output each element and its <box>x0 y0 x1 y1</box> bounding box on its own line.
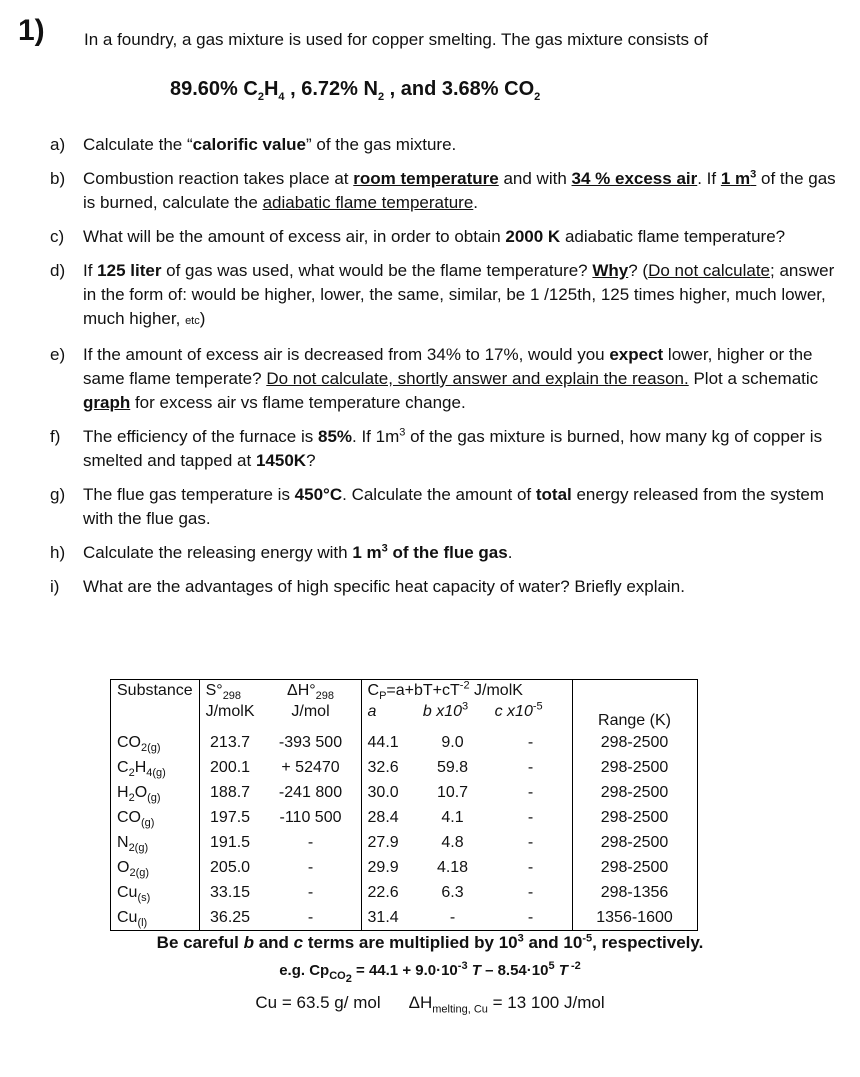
cell-substance: $C_2H_{4(g)}$ <box>117 758 166 779</box>
cell-substance: $H_2O_{(g)}$ <box>117 783 161 804</box>
part-c <box>50 225 840 249</box>
cell-entropy: 205.0 <box>199 855 260 880</box>
part-label: e) <box>50 345 66 364</box>
note-careful: Be careful b and c terms are multiplied by $10^3$ and $10^{-5}$, respectively. <box>156 932 704 952</box>
cell-cp-c: - <box>527 908 534 926</box>
cell-enthalpy: - <box>307 908 314 926</box>
cell-cp-a: 32.6 <box>361 755 416 780</box>
cell-range: 298-2500 <box>572 830 697 855</box>
cell-cp-a: 30.0 <box>361 780 416 805</box>
cell-range: 298-2500 <box>572 805 697 830</box>
cell-cp-c: - <box>527 833 534 851</box>
intro-text: In a foundry, a gas mixture is used for copper smelting. The gas mixture consists of <box>84 30 708 49</box>
part-label: a) <box>50 135 66 154</box>
cell-entropy: 188.7 <box>199 780 260 805</box>
part-text: If the amount of excess air is decreased from 34% to 17%, would you expect lower, higher or the same flame temperate? Do not calculate, shortly answer and explain the reason. Plot a schematic graph for excess air vs flame temperature change. <box>83 345 819 412</box>
cell-enthalpy: -110 500 <box>279 808 342 826</box>
header-cp-a: a <box>367 703 377 720</box>
table-row <box>111 730 698 755</box>
cell-entropy: 200.1 <box>199 755 260 780</box>
cell-cp-c: - <box>527 883 534 901</box>
part-text: The efficiency of the furnace is 85%. If $1m^3$ of the gas mixture is burned, how many kg of copper is smelted and tapped at 1450K? <box>83 426 823 470</box>
cell-cp-b: 4.8 <box>441 833 464 851</box>
part-label: h) <box>50 543 66 562</box>
thermo-properties-table <box>110 679 698 931</box>
cell-enthalpy: + 52470 <box>281 758 340 776</box>
header-entropy: $S^\circ_{298}$ J/molK <box>199 680 260 731</box>
part-g <box>50 483 840 531</box>
header-cp: $C_P=a+bT+cT^{-2}$ J/molK a b $x10^3$ c $x10^{-5}$ <box>361 680 572 731</box>
cell-range: 298-2500 <box>572 855 697 880</box>
cell-enthalpy: - <box>307 833 314 851</box>
cell-range: 1356-1600 <box>572 905 697 931</box>
table-row <box>111 830 698 855</box>
cell-cp-a: 27.9 <box>361 830 416 855</box>
header-cp-b: b x10 <box>422 703 463 720</box>
part-label: f) <box>50 427 61 446</box>
cell-cp-b: - <box>449 908 456 926</box>
question-parts <box>50 133 840 609</box>
cell-substance: $N_{2(g)}$ <box>117 833 149 854</box>
part-i <box>50 575 840 599</box>
cell-substance: $CO_{(g)}$ <box>117 808 155 829</box>
cell-cp-b: 10.7 <box>436 783 469 801</box>
part-text: Calculate the releasing energy with 1 $m^3$ of the flue gas. <box>83 542 513 562</box>
part-label: i) <box>50 577 60 596</box>
cell-cp-c: - <box>527 733 534 751</box>
note-copper: Cu = 63.5 g/ mol $\Delta H_{melting, Cu} = 13$ 100 J/mol <box>255 993 605 1016</box>
cell-enthalpy: -393 500 <box>278 733 343 751</box>
cell-entropy: 197.5 <box>199 805 260 830</box>
table-row <box>111 905 698 931</box>
cell-entropy: 33.15 <box>199 880 260 905</box>
cell-range: 298-2500 <box>572 755 697 780</box>
part-text: Calculate the “calorific value” of the gas mixture. <box>83 135 457 154</box>
cell-substance: $CO_{2(g)}$ <box>117 733 161 754</box>
part-label: b) <box>50 169 66 188</box>
part-label: d) <box>50 261 66 280</box>
cell-cp-c: - <box>527 783 534 801</box>
cell-cp-c: - <box>527 858 534 876</box>
cell-cp-b: 4.1 <box>441 808 464 826</box>
cell-cp-a: 44.1 <box>361 730 416 755</box>
note-example: e.g. $Cp_{CO_2} = 44.1 + 9.0\cdot 10^{-3}$ $T - 8.54\cdot 10^5$ T $^{-2}$ <box>279 960 581 986</box>
cell-enthalpy: - <box>307 883 314 901</box>
cell-cp-c: - <box>527 808 534 826</box>
part-text: The flue gas temperature is 450°C. Calculate the amount of total energy released from the system with the flue gas. <box>83 485 825 528</box>
part-b <box>50 167 840 215</box>
table-row <box>111 755 698 780</box>
part-d <box>50 259 840 333</box>
part-text: What are the advantages of high specific heat capacity of water? Briefly explain. <box>83 577 685 596</box>
cell-entropy: 191.5 <box>199 830 260 855</box>
cell-range: 298-2500 <box>572 730 697 755</box>
cell-range: 298-1356 <box>572 880 697 905</box>
part-h <box>50 541 840 565</box>
cell-substance: $Cu_{(l)}$ <box>117 908 148 929</box>
header-cp-c: c x10 <box>494 703 533 720</box>
cell-range: 298-2500 <box>572 780 697 805</box>
table-row <box>111 780 698 805</box>
part-e <box>50 343 840 415</box>
part-text: If 125 liter of gas was used, what would be the flame temperature? Why? (Do not calculate; answer in the form of: would be higher, lower, the same, similar, be 1 /125th, 125 times higher, much lower, much higher, etc) <box>83 261 835 328</box>
cell-entropy: 213.7 <box>199 730 260 755</box>
part-a <box>50 133 840 157</box>
gas-composition: 89.60% $C_2H_4$ , 6.72% $N_2$ , and 3.68% $CO_2$ <box>170 78 541 103</box>
table-header-row <box>111 680 698 731</box>
table-row <box>111 855 698 880</box>
header-range: Range (K) <box>572 680 697 731</box>
cell-cp-b: 59.8 <box>436 758 469 776</box>
table-row <box>111 880 698 905</box>
cell-enthalpy: -241 800 <box>278 783 343 801</box>
cell-cp-a: 31.4 <box>361 905 416 931</box>
cell-cp-a: 22.6 <box>361 880 416 905</box>
cell-cp-a: 28.4 <box>361 805 416 830</box>
part-f <box>50 425 840 473</box>
cell-substance: $Cu_{(s)}$ <box>117 883 151 904</box>
part-label: c) <box>50 227 65 246</box>
part-label: g) <box>50 485 66 504</box>
part-text: What will be the amount of excess air, in order to obtain 2000 K adiabatic flame temperature? <box>83 227 786 246</box>
cell-cp-a: 29.9 <box>361 855 416 880</box>
cell-cp-b: 4.18 <box>436 858 469 876</box>
cell-entropy: 36.25 <box>199 905 260 931</box>
cell-cp-b: 9.0 <box>441 733 464 751</box>
header-enthalpy: $\Delta H^\circ_{298}$ J/mol <box>287 682 335 720</box>
cell-enthalpy: - <box>307 858 314 876</box>
table-row <box>111 805 698 830</box>
part-text: Combustion reaction takes place at room temperature and with 34 % excess air. If 1 $m^3$ of the gas is burned, calculate the adiabatic flame temperature. <box>83 168 836 212</box>
cell-substance: $O_{2(g)}$ <box>117 858 150 879</box>
cell-cp-b: 6.3 <box>441 883 464 901</box>
cell-cp-c: - <box>527 758 534 776</box>
header-substance: Substance <box>117 682 193 699</box>
question-number: 1) <box>18 14 45 47</box>
